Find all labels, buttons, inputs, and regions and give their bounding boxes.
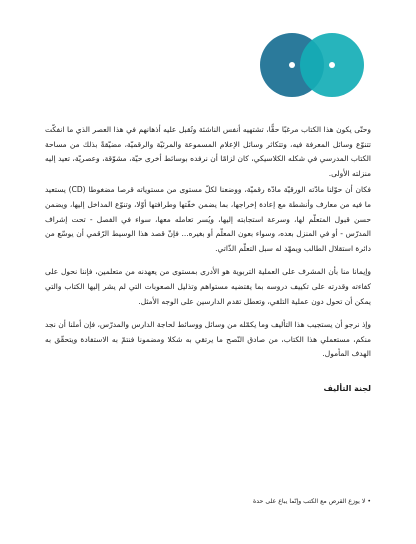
preface-body xyxy=(45,123,371,364)
footnote: • لا يوزع القرص مع الكتب وإنّما يباع على حدة xyxy=(253,498,371,505)
paragraph-2: فكان أن حوّلنا مادّته الورقيّة مادّة رقميّة، ووضعنا لكلّ مستوى من مستوياته قرصا مضغوطا (CD) يستعيد ما فيه من معارف وأنشطة مع إعادة إخراجها، بما يضمن خفّتها وطرافتها أوّلا، وتنوّع المداخل إليها، ويضمن حسن قبول المتعلّم لها، وسرعة استجابته إليها، ويُسر تعامله معها، سواء في الفصل - تحت إشراف المدرّس - أو في المنزل بعده، وسواء بعون المعلّم أو بغيره... فإنّ قصد هذا الوسيط الرّقمي أن يوسّع من دائرة استقلال الطالب ويمهّد له سبل التعلّم الذّاتي. xyxy=(45,185,371,253)
paragraph-1: وحتّى يكون هذا الكتاب مرغبًا حقًّا، تشتهيه أنفس الناشئة وتُقبل عليه أذهانهم في هذا العصر الذي ما انفكّت تتنوّع وسائل المعرفة فيه، وتتكاثر وسائل الإعلام المسموعة والمرئيّة والرقميّة، مضيّقةً بذلك من مساحة الكتاب المدرسي في شكله الكلاسيكي، كان لزامًا أن نرفده بوسائط أخرى حيّة، مشوّقة، وعصريّة، تعيد إليه منزلته الأولى. xyxy=(45,125,371,178)
paragraph-4: وإذ نرجو أن يستجيب هذا التأليف وما يكمّله من وسائل ووسائط لحاجة الدارس والمدرّس، فإن أملنا أن نجد منكم، مستعملي هذا الكتاب، من صادق النّصح ما يرتقي به شكلا ومضمونا فنتمّ به الاستفادة ويتحقّق به الهدف المأمول. xyxy=(45,320,371,359)
circle-dot-icon xyxy=(329,62,335,68)
circle-right-icon xyxy=(300,33,364,97)
paragraph-3: وإيمانا منا بأن المشرف على العملية التربوية هو الأدرى بمستوى من يعهدنه من متعلمين، فإننا نحول على كفاءته وقدرته على تكييف دروسه بما يقتضيه مستواهم وتذليل الصعوبات التي لم يشر إليها الكتاب والتي يمكن أن تحول دون عملية التلقي، وتعطل تقدم الدارسين على الوجه الأمثل. xyxy=(45,267,371,306)
decorative-circles xyxy=(260,33,364,97)
circle-dot-icon xyxy=(289,62,295,68)
signature: لجنة التأليف xyxy=(323,384,371,393)
